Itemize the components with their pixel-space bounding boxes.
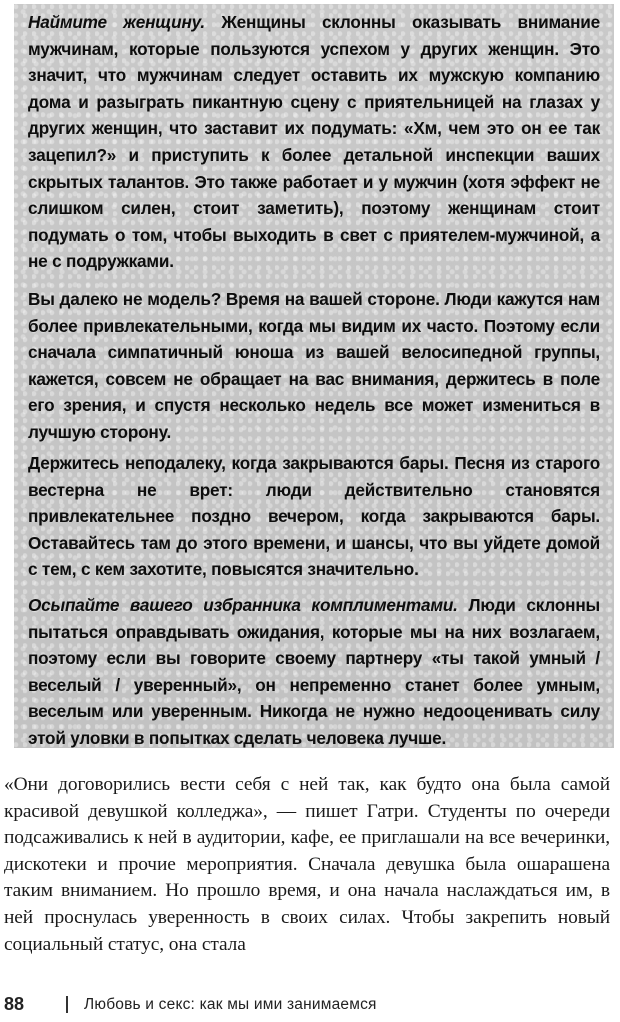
footer-divider	[66, 996, 68, 1013]
tips-sidebar-box	[14, 4, 614, 748]
sidebar-paragraph-text: Женщины склонны оказывать внимание мужчинам, которые пользуются успехом у других женщин. Это значит, что мужчинам следует оставить их мужскую компанию дома и разыграть пикантную сцену с приятельницей на глазах у других женщин, что заставит их подумать: «Хм, чем это он ее так зацепил?» и приступить к более детальной инспекции ваших скрытых талантов. Это также работает и у мужчин (хотя эффект не слишком силен, стоит заметить), поэтому женщинам стоит подумать о том, чтобы выходить в свет с приятелем-мужчиной, а не с подружками.	[28, 12, 600, 272]
sidebar-paragraph-lead: Наймите женщину.	[28, 12, 205, 32]
sidebar-paragraph	[28, 450, 600, 583]
page-footer	[4, 994, 604, 1018]
sidebar-paragraph	[28, 592, 600, 752]
sidebar-paragraph-text: Песня из старого вестерна не врет: люди действительно становятся привлекательнее поздно вечером, когда закрываются бары. Оставайтесь там до этого времени, и шансы, что вы уйдете домой с тем, с кем захотите, повысятся значительно.	[28, 453, 600, 580]
body-paragraph: «Они договорились вести себя с ней так, как будто она была самой красивой девушкой колледжа», — пишет Гатри. Студенты по очереди подсаживались к ней в аудитории, кафе, ее приглашали на все вечеринки, дискотеки и прочие мероприятия. Сначала девушка была ошарашена таким вниманием. Но прошло время, и она начала наслаждаться им, в ней проснулась уверенность в своих силах. Чтобы закрепить новый социальный статус, она стала	[4, 774, 610, 955]
running-title: Любовь и секс: как мы ими занимаемся	[84, 996, 377, 1013]
sidebar-paragraph-lead: Держитесь неподалеку, когда закрываются бары.	[28, 453, 449, 473]
sidebar-paragraph-text: Люди склонны пытаться оправдывать ожидания, которые мы на них возлагаем, поэтому если вы говорите своему партнеру «ты такой умный / веселый / уверенный», он непременно станет более умным, веселым или уверенным. Никогда не нужно недооценивать силу этой уловки в попытках сделать человека лучше.	[28, 595, 600, 748]
sidebar-paragraph-text: Время на вашей стороне. Люди кажутся нам более привлекательными, когда мы видим их часто. Поэтому если сначала симпатичный юноша из вашей велосипедной группы, кажется, совсем не обращает на вас внимания, держитесь в поле его зрения, и спустя несколько недель все может измениться в лучшую сторону.	[28, 289, 600, 442]
sidebar-paragraph	[28, 9, 600, 275]
sidebar-paragraph	[28, 286, 600, 446]
page-number: 88	[4, 994, 25, 1014]
sidebar-paragraph-lead: Осыпайте вашего избранника комплиментами.	[28, 595, 458, 615]
sidebar-paragraph-lead: Вы далеко не модель?	[28, 289, 222, 309]
